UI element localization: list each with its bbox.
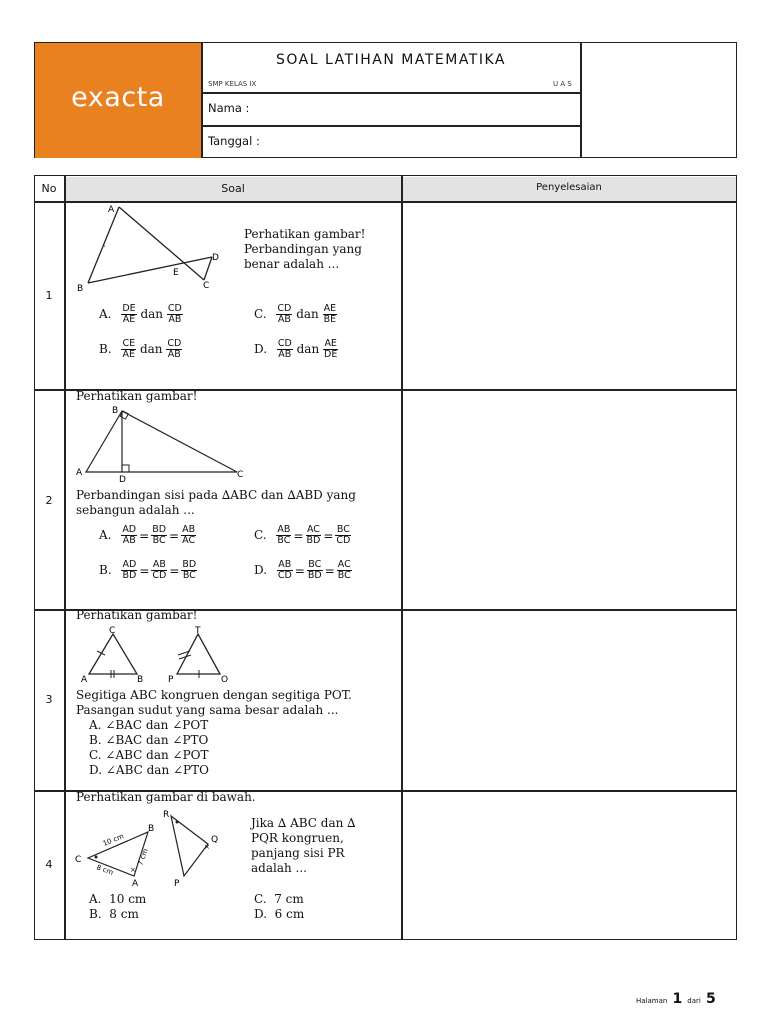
- column-header-soal: Soal: [221, 182, 245, 195]
- question-number: 3: [45, 693, 53, 706]
- vertex-label: C: [75, 855, 82, 865]
- divider: [580, 42, 582, 158]
- option-b[interactable]: B. ∠BAC dan ∠PTO: [89, 733, 209, 747]
- vertex-label: C: [203, 281, 210, 291]
- figure-q1-triangles: [72, 203, 227, 295]
- divider: [202, 92, 580, 94]
- vertex-label: D: [119, 475, 126, 483]
- vertex-label: C: [237, 470, 244, 480]
- page-total: 5: [705, 991, 716, 1007]
- figure-q2-right-triangle: [74, 403, 250, 483]
- question-line: Perbandingan sisi pada ∆ABC dan ∆ABD yang: [76, 488, 356, 502]
- page-label: Halaman: [636, 997, 668, 1005]
- side-length-label: 10 cm: [101, 832, 125, 848]
- option-d[interactable]: D. $\frac{CD}{AB}$ dan $\frac{AE}{DE}$: [254, 338, 338, 360]
- question-text: [76, 488, 356, 518]
- page-indicator: [636, 988, 716, 1007]
- option-a[interactable]: A. $\frac{DE}{AE}$ dan $\frac{CD}{AB}$: [99, 303, 182, 325]
- question-line: adalah ...: [251, 861, 307, 875]
- question-line: sebangun adalah ...: [76, 503, 195, 517]
- divider: [202, 125, 580, 127]
- option-d[interactable]: D. ∠ABC dan ∠PTO: [89, 763, 209, 777]
- column-divider: [64, 175, 66, 940]
- vertex-label: A: [81, 675, 88, 684]
- side-length-label: 8 cm: [95, 863, 115, 877]
- question-line: PQR kongruen,: [251, 831, 344, 845]
- option-b[interactable]: B. $\frac{AD}{BD}$ = $\frac{AB}{CD}$ = $\frac{BD}{BC}$: [99, 559, 197, 581]
- option-d[interactable]: D. $\frac{AB}{CD}$ = $\frac{BC}{BD}$ = $\frac{AC}{BC}$: [254, 559, 351, 581]
- date-field-label: Tanggal :: [208, 134, 260, 148]
- option-c[interactable]: C. 7 cm: [254, 892, 304, 906]
- vertex-label: Q: [211, 835, 219, 845]
- option-c[interactable]: C. ∠ABC dan ∠POT: [89, 748, 209, 762]
- question-number: 2: [45, 494, 53, 507]
- logo: exacta: [71, 82, 165, 113]
- page-current: 1: [672, 991, 683, 1007]
- question-intro: Perhatikan gambar di bawah.: [76, 790, 256, 804]
- vertex-label: C: [109, 626, 116, 636]
- question-line: Segitiga ABC kongruen dengan segitiga POT.: [76, 688, 352, 702]
- column-divider: [401, 175, 403, 940]
- vertex-label: A: [132, 879, 139, 889]
- question-text: [251, 816, 356, 876]
- options-list: [89, 718, 209, 778]
- question-line: benar adalah ...: [244, 257, 340, 271]
- page-title: SOAL LATIHAN MATEMATIKA: [275, 52, 507, 68]
- svg-text:×: ×: [130, 866, 136, 874]
- option-a[interactable]: A. 10 cm: [89, 892, 147, 906]
- vertex-label: O: [221, 675, 229, 684]
- vertex-label: E: [173, 268, 179, 278]
- question-line: Pasangan sudut yang sama besar adalah ...: [76, 703, 339, 717]
- option-a[interactable]: A. ∠BAC dan ∠POT: [89, 718, 209, 732]
- question-line: Jika ∆ ABC dan ∆: [251, 816, 356, 830]
- name-field-label: Nama :: [208, 101, 250, 115]
- vertex-label: D: [212, 253, 219, 263]
- option-c[interactable]: C. $\frac{CD}{AB}$ dan $\frac{AE}{BE}$: [254, 303, 337, 325]
- question-line: Perhatikan gambar!: [244, 227, 366, 241]
- vertex-label: T: [195, 626, 201, 636]
- vertex-label: P: [168, 675, 174, 684]
- vertex-label: B: [137, 675, 144, 684]
- page-of-label: dari: [687, 997, 701, 1005]
- question-text: [244, 227, 366, 272]
- question-text: [76, 688, 352, 718]
- column-header-no: No: [41, 182, 57, 195]
- question-intro: Perhatikan gambar!: [76, 608, 198, 622]
- figure-q4-congruent-triangles: [72, 806, 232, 890]
- question-number: 4: [45, 858, 53, 871]
- exam-label: U A S: [553, 80, 572, 88]
- question-line: Perbandingan yang: [244, 242, 362, 256]
- option-b[interactable]: B. $\frac{CE}{AE}$ dan $\frac{CD}{AB}$: [99, 338, 182, 360]
- svg-text:×: ×: [204, 843, 210, 851]
- question-number: 1: [45, 289, 53, 302]
- vertex-label: B: [148, 824, 155, 834]
- vertex-label: A: [76, 468, 83, 478]
- class-label: SMP KELAS IX: [208, 80, 257, 88]
- option-c[interactable]: C. $\frac{AB}{BC}$ = $\frac{AC}{BD}$ = $\frac{BC}{CD}$: [254, 524, 351, 546]
- side-length-label: 7 cm: [136, 847, 150, 867]
- option-b[interactable]: B. 8 cm: [89, 907, 139, 921]
- vertex-label: B: [77, 284, 84, 294]
- vertex-label: A: [108, 205, 115, 215]
- vertex-label: B: [112, 406, 119, 416]
- option-d[interactable]: D. 6 cm: [254, 907, 305, 921]
- question-line: panjang sisi PR: [251, 846, 345, 860]
- vertex-label: P: [174, 879, 180, 889]
- column-header-penyelesaian: Penyelesaian: [536, 182, 602, 193]
- option-a[interactable]: A. $\frac{AD}{AB}$ = $\frac{BD}{BC}$ = $\frac{AB}{AC}$: [99, 524, 196, 546]
- question-intro: Perhatikan gambar!: [76, 389, 198, 403]
- vertex-label: R: [163, 810, 170, 820]
- figure-q3-congruent-triangles: [78, 624, 233, 684]
